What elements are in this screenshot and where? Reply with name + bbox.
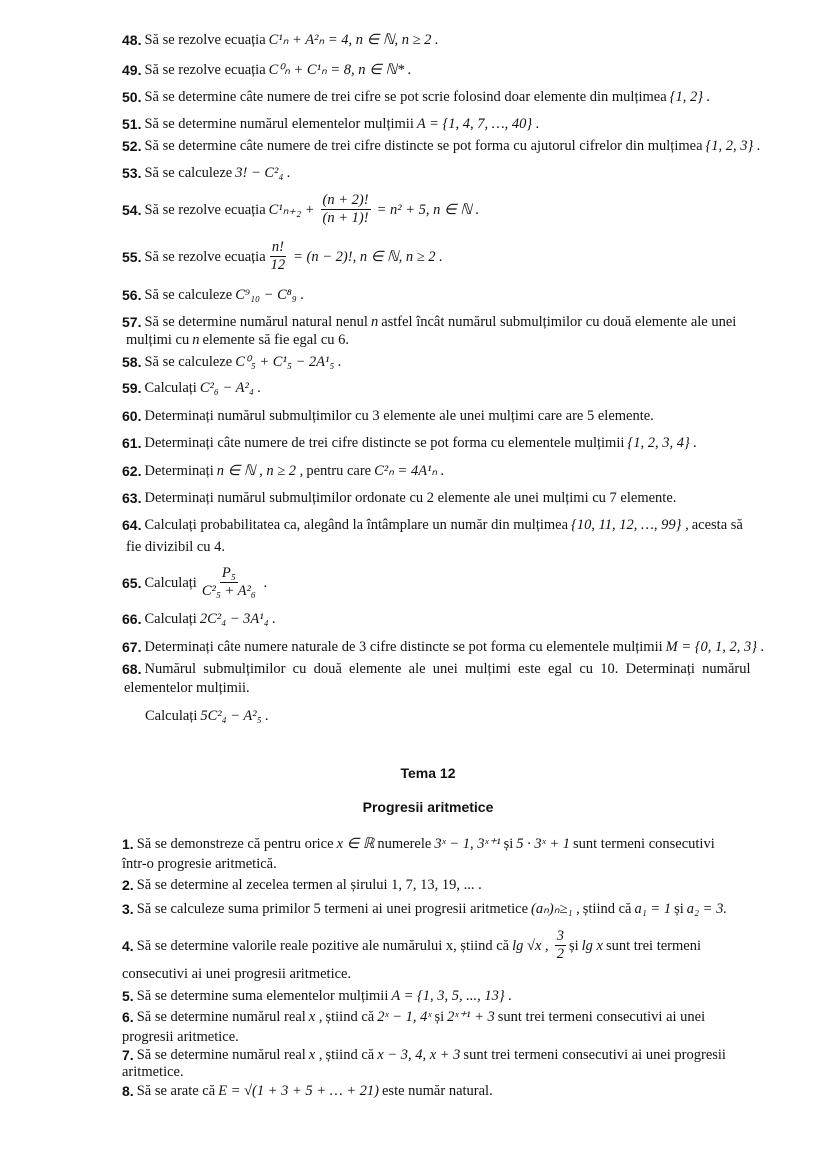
exercise-text: Să se determine numărul real <box>136 1047 306 1063</box>
exercise-number: 62. <box>122 463 142 479</box>
exercise-number: 60. <box>122 408 142 424</box>
math-expression: M = {0, 1, 2, 3} . <box>665 639 765 655</box>
exercise-number: 1. <box>122 836 134 852</box>
exercise-text: sunt trei termeni consecutivi ai unei <box>497 1009 706 1025</box>
problem-line <box>122 1028 239 1046</box>
exercise-number: 54. <box>122 201 142 218</box>
exercise-text: Calculați <box>144 380 197 396</box>
fraction-numerator: n! <box>271 239 284 255</box>
fraction-denominator: 12 <box>270 257 286 273</box>
exercise-text: și <box>674 901 684 917</box>
exercise-text: Calculați <box>144 574 197 591</box>
exercise-line <box>122 164 294 182</box>
exercise-number: 8. <box>122 1083 134 1099</box>
exercise-number: 55. <box>122 248 142 265</box>
exercise-text: sunt termeni consecutivi <box>573 836 715 852</box>
exercise-text: Să se arate că <box>136 1083 216 1099</box>
exercise-text: pentru care <box>306 463 372 479</box>
exercise-text: Determinați câte numere naturale de 3 cifre distincte se pot forma cu elementele mulțimii <box>144 639 663 655</box>
exercise-line <box>122 462 447 480</box>
math-expression: C¹ₙ₊₂ + <box>268 201 315 218</box>
exercise-text: Să se determine numărul real <box>136 1009 306 1025</box>
exercise-text: Să se calculeze suma primilor 5 termeni ai unei progresii aritmetice <box>136 901 529 917</box>
section-title: Tema 12 <box>400 765 456 781</box>
exercise-text: numerele <box>377 836 432 852</box>
math-expression: = (n − 2)!, n ∈ ℕ, n ≥ 2 . <box>293 248 443 265</box>
exercise-number: 50. <box>122 89 142 105</box>
exercise-text: elemente să fie egal cu 6. <box>202 332 350 348</box>
math-expression: n <box>370 314 379 330</box>
fraction <box>321 192 371 227</box>
exercise-text: știind că <box>325 1047 375 1063</box>
exercise-text: știind că <box>325 1009 375 1025</box>
exercise-text: Să se determine suma elementelor mulțimii <box>136 988 389 1004</box>
exercise-text: într-o progresie aritmetică. <box>122 856 277 872</box>
exercise-text: consecutivi ai unei progresii aritmetice. <box>122 966 352 982</box>
exercise-number: 56. <box>122 287 142 303</box>
math-expression: a₂ = 3. <box>686 901 727 917</box>
fraction-denominator: 2 <box>556 946 564 962</box>
exercise-text: Să se demonstreze că pentru orice <box>136 836 334 852</box>
exercise-line <box>122 31 442 49</box>
exercise-text: este număr natural. <box>381 1083 493 1099</box>
exercise-line <box>126 538 225 556</box>
fraction <box>200 565 258 600</box>
exercise-text: și <box>568 937 579 954</box>
math-expression: x , <box>308 1047 323 1063</box>
problem-line <box>122 1046 726 1064</box>
exercise-text: progresii aritmetice. <box>122 1029 239 1045</box>
exercise-number: 5. <box>122 988 134 1004</box>
exercise-line <box>122 434 700 452</box>
math-expression: a₁ = 1 <box>634 901 672 917</box>
exercise-text: Să se determine câte numere de trei cifre distincte se pot forma cu ajutorul cifrelor din mulțimea <box>144 138 703 154</box>
exercise-number: 2. <box>122 877 134 893</box>
problem-line <box>122 1008 705 1026</box>
exercise-text: Să se determine câte numere de trei cifre se pot scrie folosind doar elemente din mulțimea <box>144 89 667 105</box>
fraction <box>269 239 288 274</box>
problem-line <box>122 835 715 853</box>
exercise-line <box>122 192 482 227</box>
problem-line <box>122 965 351 983</box>
exercise-line <box>122 115 542 133</box>
exercise-number: 61. <box>122 435 142 451</box>
math-expression: C⁹₁₀ − C⁸₉ . <box>235 287 305 303</box>
exercise-text: Să se rezolve ecuația <box>144 62 266 78</box>
math-expression: n ∈ ℕ , n ≥ 2 , <box>216 463 304 479</box>
math-expression: {1, 2, 3, 4} . <box>627 435 697 451</box>
problem-line <box>122 1082 493 1100</box>
exercise-line <box>122 88 713 106</box>
math-expression: 3ˣ − 1, 3ˣ⁺¹ <box>434 836 501 852</box>
math-expression: . <box>263 574 268 591</box>
exercise-number: 6. <box>122 1009 134 1025</box>
exercise-line <box>122 379 264 397</box>
math-expression: 2ˣ − 1, 4ˣ <box>377 1009 432 1025</box>
exercise-text: mulțimi cu <box>126 332 190 348</box>
exercise-text: Să se calculeze <box>144 287 233 303</box>
exercise-text: acesta să <box>691 517 743 533</box>
math-expression: {1, 2} . <box>669 89 711 105</box>
math-expression: 3! − C²₄ . <box>235 165 291 181</box>
exercise-text: sunt trei termeni <box>605 937 701 954</box>
exercise-text: Calculați <box>145 708 198 724</box>
exercise-text: Să se determine al zecelea termen al șirului 1, 7, 13, 19, ... . <box>136 877 482 893</box>
math-expression: lg √x , <box>512 937 549 954</box>
exercise-number: 64. <box>122 517 142 533</box>
exercise-text: astfel încât numărul submulțimilor cu două elemente ale unei <box>381 314 737 330</box>
exercise-text: și <box>503 836 514 852</box>
exercise-number: 66. <box>122 611 142 627</box>
exercise-number: 65. <box>122 574 142 591</box>
exercise-line <box>122 286 307 304</box>
math-expression: C²ₙ = 4A¹ₙ . <box>374 463 445 479</box>
math-expression: 2ˣ⁺¹ + 3 <box>447 1009 495 1025</box>
exercise-line <box>122 407 654 425</box>
math-expression: C⁰₅ + C¹₅ − 2A¹₅ . <box>235 354 342 370</box>
exercise-line <box>122 516 743 534</box>
exercise-text: Numărul submulțimilor cu două elemente ale unei mulțimi este egal cu 10. Determinați numărul <box>144 661 751 677</box>
math-expression: x , <box>308 1009 323 1025</box>
exercise-text: Determinați câte numere de trei cifre distincte se pot forma cu elementele mulțimii <box>144 435 625 451</box>
exercise-line <box>122 610 279 628</box>
exercise-text: elementelor mulțimii. <box>124 680 250 696</box>
problem-line <box>122 1063 184 1081</box>
problem-line <box>122 987 515 1005</box>
problem-line <box>122 876 482 894</box>
math-expression: C⁰ₙ + C¹ₙ = 8, n ∈ ℕ* . <box>268 62 412 78</box>
exercise-line <box>122 489 676 507</box>
exercise-text: Să se determine numărul elementelor mulțimii <box>144 116 414 132</box>
exercise-number: 48. <box>122 32 142 48</box>
exercise-number: 51. <box>122 116 142 132</box>
exercise-text: Să se calculeze <box>144 165 233 181</box>
exercise-number: 3. <box>122 901 134 917</box>
exercise-text: Calculați <box>144 611 197 627</box>
exercise-line <box>126 331 349 349</box>
fraction-numerator: 3 <box>556 928 564 944</box>
exercise-text: și <box>434 1009 445 1025</box>
math-expression: 5 · 3ˣ + 1 <box>516 836 570 852</box>
exercise-text: Calculați probabilitatea ca, alegând la întâmplare un număr din mulțimea <box>144 517 569 533</box>
exercise-line <box>122 565 271 600</box>
exercise-line <box>124 679 250 697</box>
exercise-text: Determinați <box>144 463 214 479</box>
exercise-text: Să se determine valorile reale pozitive ale numărului x, știind că <box>136 937 510 954</box>
math-expression: A = {1, 4, 7, …, 40} . <box>416 116 540 132</box>
exercise-number: 58. <box>122 354 142 370</box>
exercise-text: fie divizibil cu 4. <box>126 539 226 555</box>
fraction-numerator: (n + 2)! <box>322 192 369 208</box>
exercise-number: 7. <box>122 1047 134 1063</box>
exercise-text: Să se rezolve ecuația <box>144 32 266 48</box>
math-expression: A = {1, 3, 5, ..., 13} . <box>391 988 512 1004</box>
math-expression: 5C²₄ − A²₅ . <box>200 708 269 724</box>
exercise-line <box>122 61 415 79</box>
exercise-text: Să se rezolve ecuația <box>144 248 266 265</box>
math-expression: C²₆ − A²₄ . <box>199 380 262 396</box>
exercise-number: 59. <box>122 380 142 396</box>
exercise-text: Determinați numărul submulțimilor ordonate cu 2 elemente ale unei mulțimi cu 7 elemente. <box>144 490 677 506</box>
fraction <box>555 928 566 963</box>
exercise-text: Determinați numărul submulțimilor cu 3 elemente ale unei mulțimi care are 5 elemente. <box>144 408 654 424</box>
exercise-line <box>122 137 764 155</box>
math-expression: = n² + 5, n ∈ ℕ . <box>376 201 480 218</box>
fraction-numerator: P₅ <box>221 565 236 581</box>
math-expression: {1, 2, 3} . <box>705 138 761 154</box>
exercise-number: 68. <box>122 661 142 677</box>
math-expression: {10, 11, 12, …, 99} , <box>571 517 689 533</box>
exercise-text: Să se rezolve ecuația <box>144 201 266 218</box>
exercise-number: 52. <box>122 138 142 154</box>
math-expression: (aₙ)ₙ≥₁ , <box>531 901 580 917</box>
exercise-number: 57. <box>122 314 142 330</box>
exercise-line <box>122 353 345 371</box>
math-expression: n <box>192 332 200 348</box>
exercise-line <box>145 707 272 725</box>
exercise-text: știind că <box>582 901 632 917</box>
problem-line <box>122 900 730 918</box>
exercise-number: 49. <box>122 62 142 78</box>
problem-line <box>122 855 277 873</box>
exercise-line <box>122 660 751 678</box>
math-expression: 2C²₄ − 3A¹₄ . <box>199 611 276 627</box>
math-expression: lg x <box>581 937 603 954</box>
exercise-text: Să se determine numărul natural nenul <box>144 314 368 330</box>
section-subtitle: Progresii aritmetice <box>362 799 494 815</box>
fraction-denominator: C²₅ + A²₆ <box>201 583 256 599</box>
math-expression: C¹ₙ + A²ₙ = 4, n ∈ ℕ, n ≥ 2 . <box>268 32 439 48</box>
exercise-text: sunt trei termeni consecutivi ai unei progresii <box>463 1047 726 1063</box>
exercise-number: 53. <box>122 165 142 181</box>
exercise-text: Să se calculeze <box>144 354 233 370</box>
exercise-text: aritmetice. <box>122 1064 184 1080</box>
exercise-number: 67. <box>122 639 142 655</box>
exercise-line <box>122 313 736 331</box>
exercise-line <box>122 638 767 656</box>
exercise-number: 4. <box>122 937 134 954</box>
fraction-denominator: (n + 1)! <box>322 210 369 226</box>
exercise-line <box>122 239 446 274</box>
math-expression: E = √(1 + 3 + 5 + … + 21) <box>218 1083 379 1099</box>
math-expression: x − 3, 4, x + 3 <box>377 1047 461 1063</box>
exercise-number: 63. <box>122 490 142 506</box>
problem-line <box>122 928 701 963</box>
math-expression: x ∈ ℝ <box>336 836 375 852</box>
